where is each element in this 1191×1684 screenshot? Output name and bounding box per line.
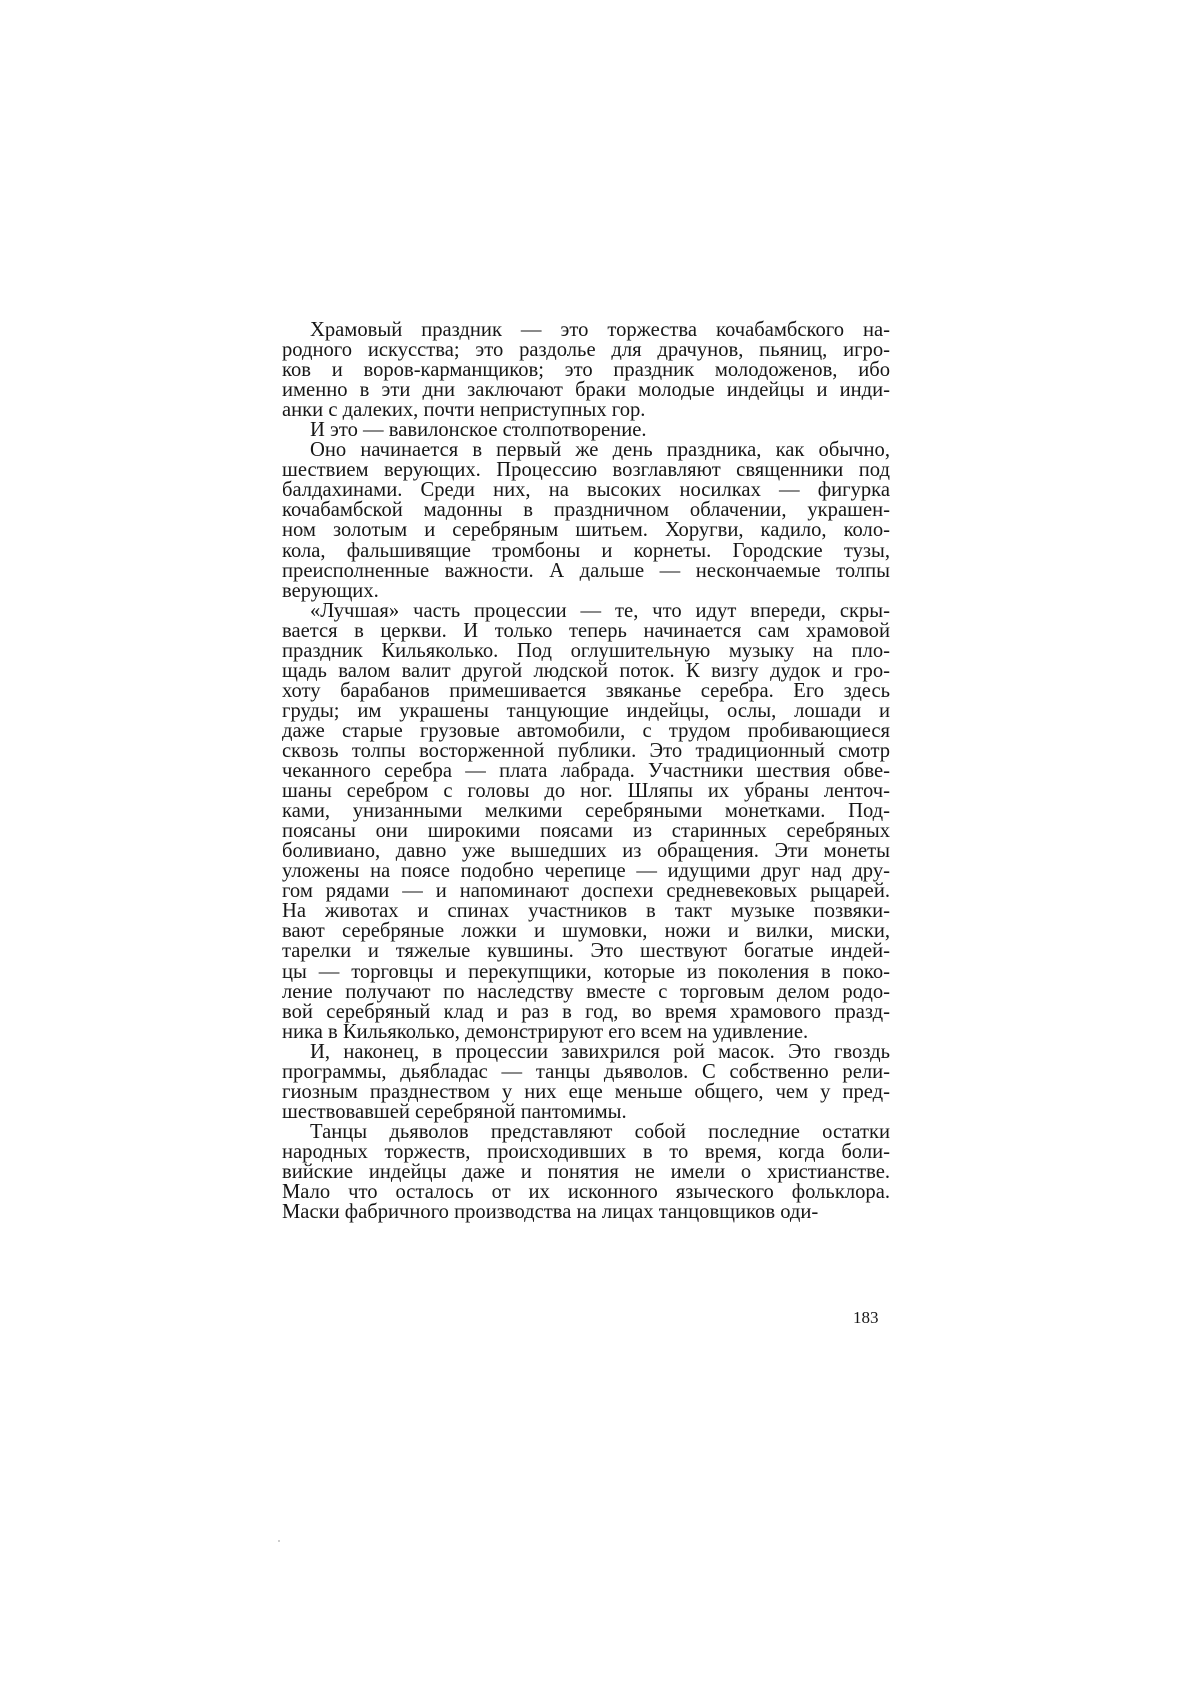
text-line: гиозным празднеством у них еще меньше общего, чем у пред- <box>282 1080 890 1103</box>
text-line: Танцы дьяволов представляют собой последние остатки <box>310 1120 890 1143</box>
text-line: Мало что осталось от их исконного языческого фольклора. <box>282 1181 890 1204</box>
text-line: хоту барабанов примешивается звяканье серебра. Его здесь <box>282 679 890 702</box>
text-line: шествием верующих. Процессию возглавляют священники под <box>282 459 890 482</box>
text-line: На животах и спинах участников в такт музыке позвяки- <box>282 900 890 923</box>
text-line: ками, унизанными мелкими серебряными монетками. Под- <box>282 800 890 823</box>
text-line: боливиано, давно уже вышедших из обращения. Эти монеты <box>282 840 890 863</box>
text-line: уложены на поясе подобно черепице — идущими друг над дру- <box>282 860 890 883</box>
text-line: шаны серебром с головы до ног. Шляпы их убраны ленточ- <box>282 780 890 803</box>
text-line: ков и воров-карманщиков; это праздник молодоженов, ибо <box>282 359 890 382</box>
text-line: ника в Кильяколько, демонстрируют его всем на удивление. <box>282 1020 809 1043</box>
text-line: груды; им украшены танцующие индейцы, ослы, лошади и <box>282 699 890 722</box>
text-line: ном золотым и серебряным шитьем. Хоругви, кадило, коло- <box>282 519 890 542</box>
text-line: даже старые грузовые автомобили, с трудом пробивающиеся <box>282 719 890 742</box>
paragraph <box>282 420 890 440</box>
scan-speck <box>278 1540 280 1542</box>
paragraph <box>282 320 890 420</box>
body-text <box>282 320 890 1222</box>
text-line: «Лучшая» часть процессии — те, что идут впереди, скры- <box>310 599 890 622</box>
text-line: вают серебряные ложки и шумовки, ножи и вилки, миски, <box>282 920 890 943</box>
paragraph <box>282 440 890 600</box>
text-line: И, наконец, в процессии завихрился рой масок. Это гвоздь <box>310 1040 890 1063</box>
page-number: 183 <box>853 1308 879 1327</box>
text-line: вийские индейцы даже и понятия не имели о христианстве. <box>282 1160 890 1183</box>
text-line: чеканного серебра — плата лабрада. Участники шествия обве- <box>282 760 890 783</box>
text-line: И это — вавилонское столпотворение. <box>310 419 647 442</box>
paragraph <box>282 601 890 1042</box>
text-line: поясаны они широкими поясами из старинных серебряных <box>282 820 890 843</box>
text-line: родного искусства; это раздолье для драчунов, пьяниц, игро- <box>282 339 890 362</box>
text-line: вой серебряный клад и раз в год, во время храмового празд- <box>282 1000 890 1023</box>
text-line: праздник Кильяколько. Под оглушительную музыку на пло- <box>282 639 890 662</box>
text-line: программы, дьябладас — танцы дьяволов. С собственно рели- <box>282 1060 890 1083</box>
text-line: Оно начинается в первый же день праздника, как обычно, <box>310 439 890 462</box>
text-line: именно в эти дни заключают браки молодые индейцы и инди- <box>282 379 890 402</box>
text-line: сквозь толпы восторженной публики. Это традиционный смотр <box>282 739 890 762</box>
paragraph <box>282 1042 890 1122</box>
text-line: верующих. <box>282 579 379 602</box>
text-line: кочабамбской мадонны в праздничном облачении, украшен- <box>282 499 890 522</box>
text-line: гом рядами — и напоминают доспехи средневековых рыцарей. <box>282 880 890 903</box>
text-line: шествовавшей серебряной пантомимы. <box>282 1100 627 1123</box>
text-line: балдахинами. Среди них, на высоких носилках — фигурка <box>282 479 890 502</box>
text-line: щадь валом валит другой людской поток. К визгу дудок и гро- <box>282 659 890 682</box>
text-line: Маски фабричного производства на лицах танцовщиков оди- <box>282 1201 819 1224</box>
text-line: ление получают по наследству вместе с торговым делом родо- <box>282 980 890 1003</box>
text-line: вается в церкви. И только теперь начинается сам храмовой <box>282 619 890 642</box>
paragraph <box>282 1122 890 1222</box>
text-line: кола, фальшивящие тромбоны и корнеты. Городские тузы, <box>282 539 890 562</box>
text-line: Храмовый праздник — это торжества кочабамбского на- <box>310 319 890 341</box>
text-line: цы — торговцы и перекупщики, которые из поколения в поко- <box>282 960 890 983</box>
text-line: народных торжеств, происходивших в то время, когда боли- <box>282 1140 890 1163</box>
text-line: анки с далеких, почти неприступных гор. <box>282 399 646 422</box>
text-line: преисполненные важности. А дальше — нескончаемые толпы <box>282 559 890 582</box>
text-line: тарелки и тяжелые кувшины. Это шествуют богатые индей- <box>282 940 890 963</box>
